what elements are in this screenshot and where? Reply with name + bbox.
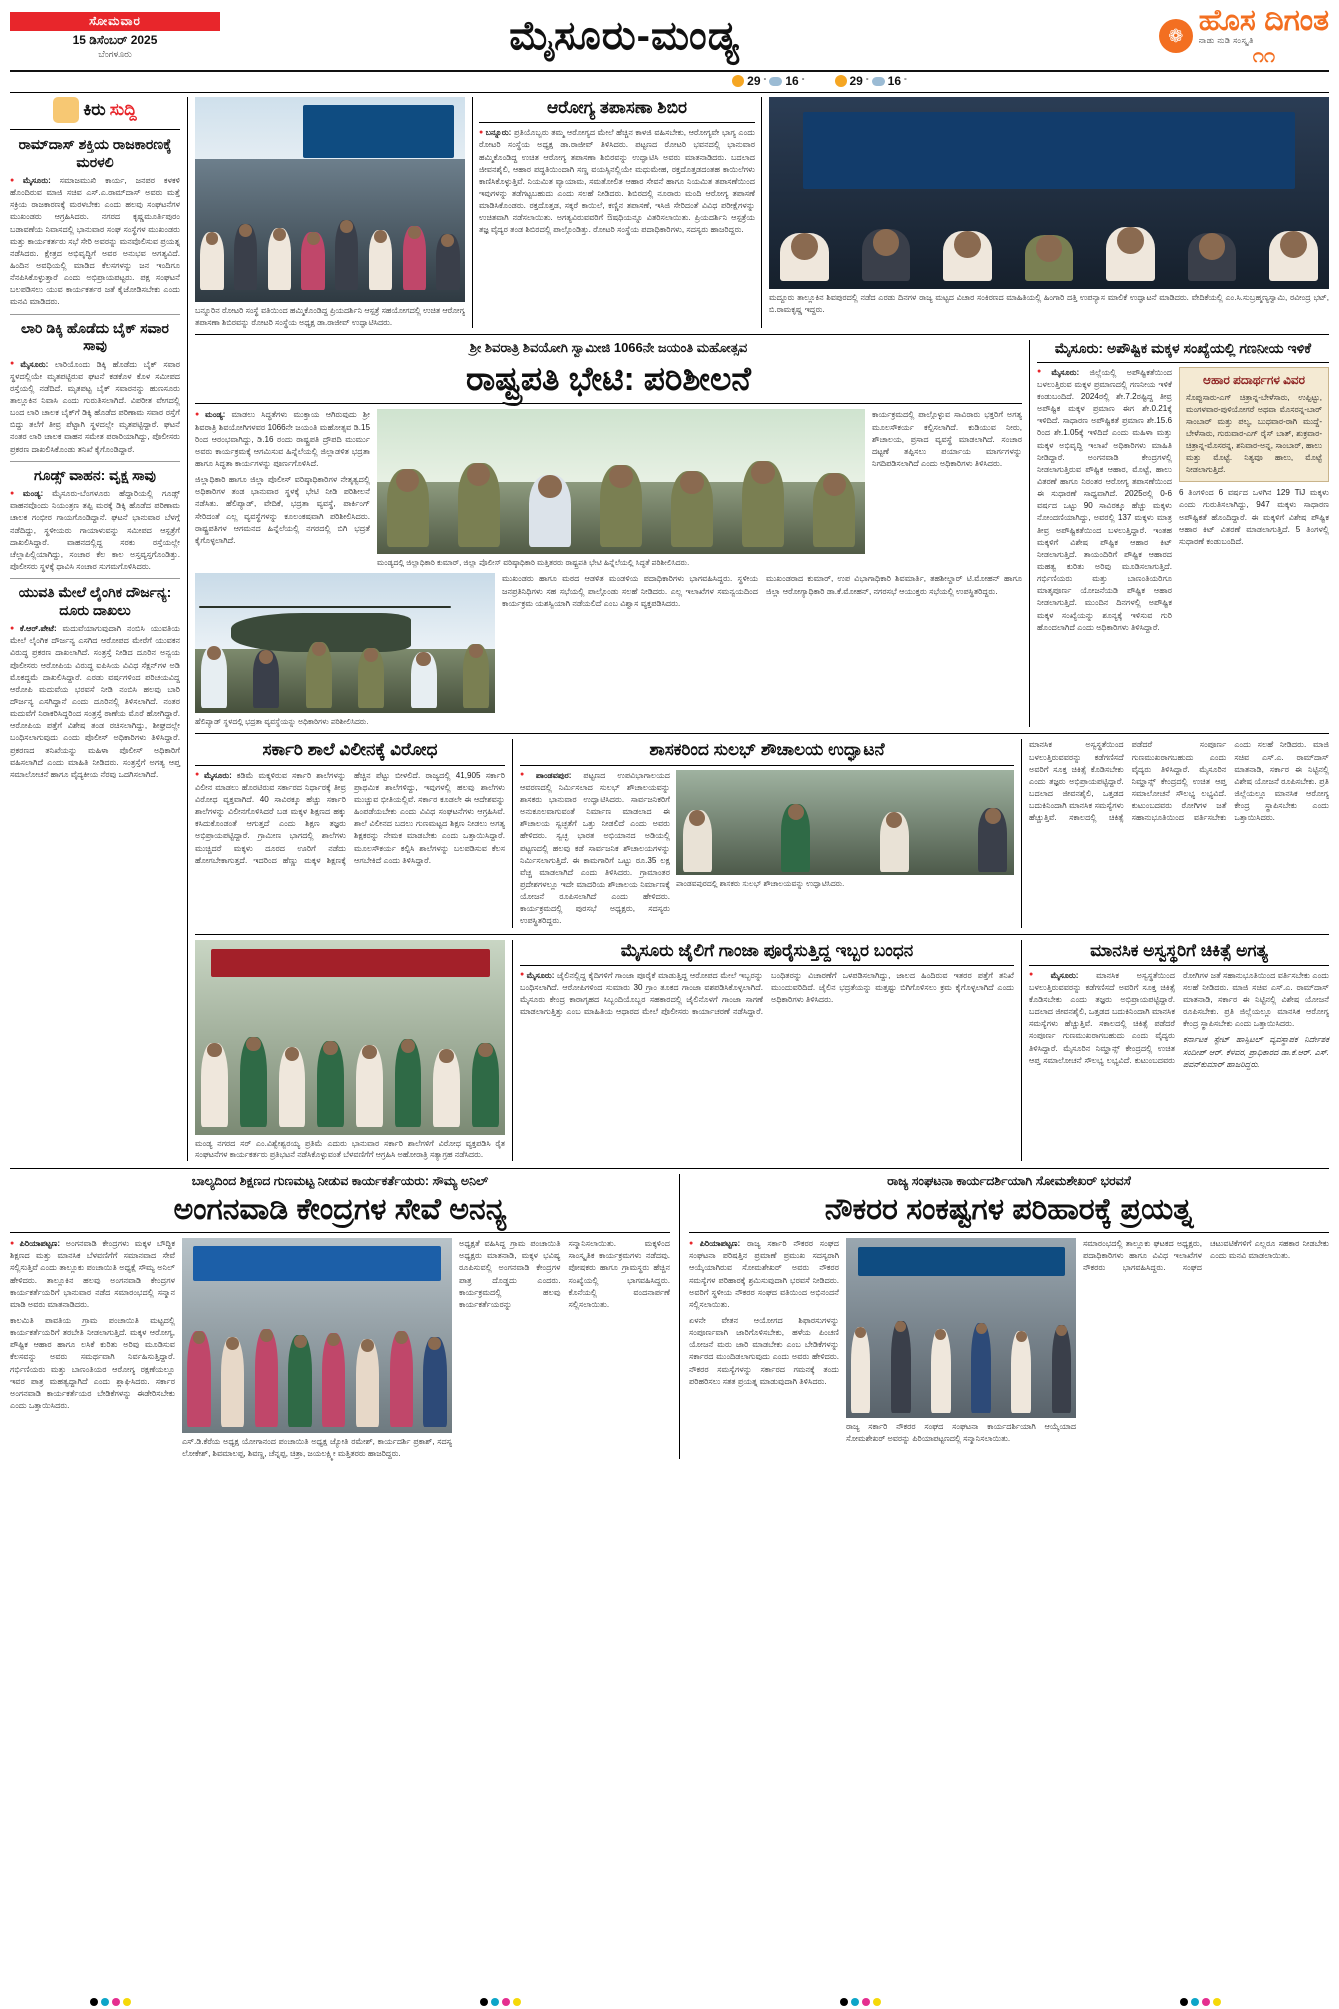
registration-dots-center-right <box>840 1998 881 2006</box>
photo-helipad <box>195 573 495 713</box>
article-body: ಕಡಿಮೆ ಮಕ್ಕಳಿರುವ ಸರ್ಕಾರಿ ಶಾಲೆಗಳನ್ನು ವಿಲೀನ ಮಾಡಲು ಹೊರಟಿರುವ ಸರ್ಕಾರದ ನಿರ್ಧಾರಕ್ಕೆ ತೀವ್ರ ವಿರೋಧ ವ್ಯಕ್ತವಾಗಿದೆ. 40 ಸಾವಿರಕ್ಕೂ ಹೆಚ್ಚು ಸರ್ಕಾರಿ ಶಾಲೆಗಳನ್ನು ವಿಲೀನಗೊಳಿಸಿದರೆ ಬಡ ಮಕ್ಕಳ ಶಿಕ್ಷಣದ ಹಕ್ಕು ಕಸಿದುಕೊಂಡಂತೆ ಆಗುತ್ತದೆ ಎಂದು ಶಿಕ್ಷಣ ತಜ್ಞರು ಅಭಿಪ್ರಾಯಪಟ್ಟಿದ್ದಾರೆ. ಗ್ರಾಮೀಣ ಭಾಗದಲ್ಲಿ ಶಾಲೆಗಳು ಮುಚ್ಚಿದರೆ ಮಕ್ಕಳು ದೂರದ ಊರಿಗೆ ನಡೆದು ಹೋಗಬೇಕಾಗುತ್ತದೆ. ಇದರಿಂದ ಹೆಣ್ಣು ಮಕ್ಕಳ ಶಿಕ್ಷಣಕ್ಕೆ ಹೆಚ್ಚಿನ ಪೆಟ್ಟು ಬೀಳಲಿದೆ. ರಾಜ್ಯದಲ್ಲಿ 41,905 ಸರ್ಕಾರಿ ಪ್ರಾಥಮಿಕ ಶಾಲೆಗಳಿದ್ದು, ಇವುಗಳಲ್ಲಿ ಹಲವು ಶಾಲೆಗಳು ಮುಚ್ಚುವ ಭೀತಿಯಲ್ಲಿವೆ. ಸರ್ಕಾರ ಕೂಡಲೇ ಈ ಆದೇಶವನ್ನು ಹಿಂಪಡೆಯಬೇಕು ಎಂದು ವಿವಿಧ ಸಂಘಟನೆಗಳು ಆಗ್ರಹಿಸಿವೆ. ಶಾಲೆ ವಿಲೀನದ ಬದಲು ಗುಣಮಟ್ಟದ ಶಿಕ್ಷಣ ನೀಡಲು ಅಗತ್ಯ ಶಿಕ್ಷಕರನ್ನು ನೇಮಕ ಮಾಡಬೇಕು ಎಂದು ಒತ್ತಾಯಿಸಿದ್ದಾರೆ. ಮೂಲಸೌಕರ್ಯ ಕಲ್ಪಿಸಿ ಶಾಲೆಗಳನ್ನು ಬಲಪಡಿಸುವ ಕೆಲಸ ಆಗಬೇಕಿದೆ ಎಂದು ತಿಳಿಸಿದ್ದಾರೆ. <box>195 770 505 865</box>
union-col-3 <box>1083 1238 1329 1444</box>
photo-toilet-inauguration <box>676 770 1014 875</box>
anganwadi-col-1 <box>10 1238 175 1459</box>
article-headline: ಮೈಸೂರು ಜೈಲಿಗೆ ಗಾಂಜಾ ಪೂರೈಸುತ್ತಿದ್ದ ಇಬ್ಬರ ಬಂಧನ <box>620 940 914 960</box>
article-headline: ನೌಕರರ ಸಂಕಷ್ಟಗಳ ಪರಿಹಾರಕ್ಕೆ ಪ್ರಯತ್ನ <box>824 1192 1194 1226</box>
article-place: ● ಮೈಸೂರು: <box>520 971 554 980</box>
toilet-article <box>512 739 1022 927</box>
sidebar-column <box>10 97 180 1161</box>
article-footer: ಕರ್ನಾಟಕ ಸ್ಟೇಟ್ ಹಾಸ್ಪಿಟಲ್ ವ್ಯವಸ್ಥಾಪಕ ನಿರ್ದೇಶಕ ಸಂದೀಪ್ ಆರ್. ಕೆಳವರ, ಪ್ರಾಧಿಕಾರದ ಡಾ.ಕೆ.ಆರ್. ಎಸ್. ಪವನ್‌ಕುಮಾರ್ ಹಾಜರಿದ್ದರು. <box>1183 1035 1329 1069</box>
article-kicker: ರಾಜ್ಯ ಸಂಘಟನಾ ಕಾರ್ಯದರ್ಶಿಯಾಗಿ ಸೋಮಶೇಖರ್ ಭರವಸೆ <box>887 1173 1131 1188</box>
lead-body-3: ಕಾರ್ಯಕ್ರಮದಲ್ಲಿ ಪಾಲ್ಗೊಳ್ಳುವ ಸಾವಿರಾರು ಭಕ್ತರಿಗೆ ಅಗತ್ಯ ಮೂಲಸೌಕರ್ಯ ಕಲ್ಪಿಸಲಾಗಿದೆ. ಕುಡಿಯುವ ನೀರು, ಶೌಚಾಲಯ, ಪ್ರಸಾದ ವ್ಯವಸ್ಥೆ ಮಾಡಲಾಗಿದೆ. ಸಂಚಾರ ದಟ್ಟಣೆ ತಪ್ಪಿಸಲು ಪರ್ಯಾಯ ಮಾರ್ಗಗಳನ್ನು ನಿಗದಿಪಡಿಸಲಾಗಿದೆ ಎಂದು ಅಧಿಕಾರಿಗಳು ತಿಳಿಸಿದರು. <box>872 410 1022 468</box>
sun-icon <box>835 75 847 87</box>
ganja-article <box>512 940 1022 1161</box>
article-headline: ಮೈಸೂರು: ಅಪೌಷ್ಟಿಕ ಮಕ್ಕಳ ಸಂಖ್ಯೆಯಲ್ಲಿ ಗಣನೀಯ ಇಳಿಕೆ <box>1054 340 1312 357</box>
mental-health-article <box>1029 739 1329 927</box>
health-camp-article <box>472 97 762 328</box>
article-body: ಜೈಲಿನಲ್ಲಿದ್ದ ಕೈದಿಗಳಿಗೆ ಗಾಂಜಾ ಪೂರೈಕೆ ಮಾಡುತ್ತಿದ್ದ ಆರೋಪದ ಮೇಲೆ ಇಬ್ಬರನ್ನು ಬಂಧಿಸಲಾಗಿದೆ. ಆರೋಪಿಗಳಿಂದ ಸುಮಾರು 30 ಗ್ರಾಂ ತೂಕದ ಗಾಂಜಾ ವಶಪಡಿಸಿಕೊಳ್ಳಲಾಗಿದೆ. ಮೈಸೂರು ಕೇಂದ್ರ ಕಾರಾಗೃಹದ ಸಿಬ್ಬಂದಿಯೊಬ್ಬರ ಸಹಕಾರದಲ್ಲಿ ಜೈಲಿನೊಳಗೆ ಗಾಂಜಾ ಸಾಗಣೆ ಮಾಡಲಾಗುತ್ತಿತ್ತು ಎಂಬ ಮಾಹಿತಿಯ ಆಧಾರದ ಮೇಲೆ ಪೊಲೀಸರು ಕಾರ್ಯಾಚರಣೆ ನಡೆಸಿದ್ದಾರೆ. ಬಂಧಿತರನ್ನು ವಿಚಾರಣೆಗೆ ಒಳಪಡಿಸಲಾಗಿದ್ದು, ಜಾಲದ ಹಿಂದಿರುವ ಇತರರ ಪತ್ತೆಗೆ ತನಿಖೆ ಮುಂದುವರಿದಿದೆ. ಜೈಲಿನ ಭದ್ರತೆಯನ್ನು ಮತ್ತಷ್ಟು ಬಿಗಿಗೊಳಿಸಲು ಕ್ರಮ ಕೈಗೊಳ್ಳಲಾಗಿದೆ ಎಂದು ಅಧಿಕಾರಿಗಳು ತಿಳಿಸಿದರು. <box>520 970 1014 1017</box>
article-body-3: ಸಮಾರಂಭದಲ್ಲಿ ತಾಲ್ಲೂಕು ಘಟಕದ ಅಧ್ಯಕ್ಷರು, ಪದಾಧಿಕಾರಿಗಳು ಹಾಗೂ ವಿವಿಧ ಇಲಾಖೆಗಳ ನೌಕರರು ಭಾಗವಹಿಸಿದ್ದರು. ಸಂಘದ ಚಟುವಟಿಕೆಗಳಿಗೆ ಎಲ್ಲರೂ ಸಹಕಾರ ನೀಡಬೇಕು ಎಂದು ಮನವಿ ಮಾಡಲಾಯಿತು. <box>1083 1239 1329 1273</box>
brief-place: ● ಮೈಸೂರು: <box>10 360 48 369</box>
lead-kicker: ಶ್ರೀ ಶಿವರಾತ್ರಿ ಶಿವಯೋಗಿ ಸ್ವಾಮೀಜಿ 1066ನೇ ಜಯಂತಿ ಮಹೋತ್ಸವ <box>469 340 748 356</box>
lead-col-4 <box>502 573 1022 727</box>
anganwadi-article <box>10 1174 670 1460</box>
masthead-place: ಬೆಂಗಳೂರು <box>98 49 132 59</box>
main-column <box>187 97 1329 1161</box>
lead-photo-block <box>377 409 865 568</box>
brief-place: ● ಮಂಡ್ಯ: <box>10 489 43 498</box>
top-row <box>195 97 1329 328</box>
anganwadi-col-3 <box>459 1238 670 1459</box>
edition-title: ಮೈಸೂರು-ಮಂಡ್ಯ <box>509 14 740 58</box>
article-place: ● ಮೈಸೂರು: <box>1029 971 1078 980</box>
article-headline: ಆರೋಗ್ಯ ತಪಾಸಣಾ ಶಿಬಿರ <box>547 98 687 117</box>
masthead-day: ಸೋಮವಾರ <box>10 12 220 31</box>
article-headline: ಮಾನಸಿಕ ಅಸ್ವಸ್ಥರಿಗೆ ಚಿಕಿತ್ಸೆ ಅಗತ್ಯ <box>1090 940 1268 960</box>
weather-item-1: 29 ° 16 ° <box>732 74 804 88</box>
lead-body-4: ಮುಖಂಡರು ಹಾಗೂ ಮಠದ ಆಡಳಿತ ಮಂಡಳಿಯ ಪದಾಧಿಕಾರಿಗಳು ಭಾಗವಹಿಸಿದ್ದರು. ಸ್ಥಳೀಯ ಜನಪ್ರತಿನಿಧಿಗಳು ಸಹ ಸಭೆಯಲ್ಲಿ ಪಾಲ್ಗೊಂಡು ಸಲಹೆ ನೀಡಿದರು. ಎಲ್ಲ ಇಲಾಖೆಗಳ ಸಮನ್ವಯದಿಂದ ಕಾರ್ಯಕ್ರಮ ಯಶಸ್ವಿಯಾಗಿ ನಡೆಯಲಿದೆ ಎಂಬ ವಿಶ್ವಾಸ ವ್ಯಕ್ತಪಡಿಸಿದರು. <box>502 574 758 608</box>
lead-row <box>195 340 1329 727</box>
cloud-icon <box>872 77 885 86</box>
protest-photo-block <box>195 940 505 1161</box>
article-headline: ಸರ್ಕಾರಿ ಶಾಲೆ ವಿಲೀನಕ್ಕೆ ವಿರೋಧ <box>262 740 438 760</box>
photo-caption: ಮಂಡ್ಯ ನಗರದ ಸರ್ ಎಂ.ವಿಶ್ವೇಶ್ವರಯ್ಯ ಪ್ರತಿಮೆ ಎದುರು ಭಾನುವಾರ ಸರ್ಕಾರಿ ಶಾಲೆಗಳಿಗೆ ವಿರೋಧ ವ್ಯಕ್ತಪಡಿಸಿ ರೈತ ಸಂಘಟನೆಗಳ ಕಾರ್ಯಕರ್ತರು ಪ್ರತಿಭಟನೆ ನಡೆಸಿಕೊಳ್ಳುವಂತೆ ಬೆಳವಣಿಗೆಗೆ ಆಗ್ರಹಿಸಿ ಅಹೋರಾತ್ರಿ ಸತ್ಯಾಗ್ರಹ ನಡೆಸಿದರು. <box>195 1138 505 1160</box>
photo-caption: ರಾಜ್ಯ ಸರ್ಕಾರಿ ನೌಕರರ ಸಂಘದ ಸಂಘಟನಾ ಕಾರ್ಯದರ್ಶಿಯಾಗಿ ಆಯ್ಕೆಯಾದ ಸೋಮಶೇಖರ್ ಅವರನ್ನು ಪಿರಿಯಾಪಟ್ಟಣದಲ್ಲಿ ಸನ್ಮಾನಿಸಲಾಯಿತು. <box>846 1422 1076 1443</box>
article-body-preview: ಮಾನಸಿಕ ಅಸ್ವಸ್ಥತೆಯಿಂದ ಬಳಲುತ್ತಿರುವವರನ್ನು ಕಡೆಗಣಿಸದೆ ಅವರಿಗೆ ಸೂಕ್ತ ಚಿಕಿತ್ಸೆ ಕೊಡಿಸಬೇಕು ಎಂದು ತಜ್ಞರು ಅಭಿಪ್ರಾಯಪಟ್ಟಿದ್ದಾರೆ. ಬದಲಾದ ಜೀವನಶೈಲಿ, ಒತ್ತಡದ ಬದುಕಿನಿಂದಾಗಿ ಮಾನಸಿಕ ಸಮಸ್ಯೆಗಳು ಹೆಚ್ಚುತ್ತಿವೆ. ಸಕಾಲದಲ್ಲಿ ಚಿಕಿತ್ಸೆ ಪಡೆದರೆ ಸಂಪೂರ್ಣ ಗುಣಮುಖರಾಗಬಹುದು ಎಂದು ವೈದ್ಯರು ತಿಳಿಸಿದ್ದಾರೆ. ಮೈಸೂರಿನ ನಿಮ್ಹಾನ್ಸ್ ಕೇಂದ್ರದಲ್ಲಿ ಉಚಿತ ಆಪ್ತ ಸಮಾಲೋಚನೆ ಸೌಲಭ್ಯ ಲಭ್ಯವಿದೆ. ಕುಟುಂಬದವರು ರೋಗಿಗಳ ಜತೆ ಸಹಾನುಭೂತಿಯಿಂದ ವರ್ತಿಸಬೇಕು ಎಂದು ಸಲಹೆ ನೀಡಿದರು. ಮಾಜಿ ಸಚಿವ ಎಸ್.ಎ. ರಾಮ್‌ದಾಸ್ ಮಾತನಾಡಿ, ಸರ್ಕಾರ ಈ ನಿಟ್ಟಿನಲ್ಲಿ ವಿಶೇಷ ಯೋಜನೆ ರೂಪಿಸಬೇಕು. ಪ್ರತಿ ಜಿಲ್ಲೆಯಲ್ಲೂ ಮಾನಸಿಕ ಆರೋಗ್ಯ ಕೇಂದ್ರ ಸ್ಥಾಪಿಸಬೇಕು ಎಂದು ಒತ್ತಾಯಿಸಿದರು. <box>1029 740 1329 823</box>
weather-low-1: 16 <box>785 74 799 88</box>
article-body: ಪ್ರತಿಯೊಬ್ಬರು ತಮ್ಮ ಆರೋಗ್ಯದ ಮೇಲೆ ಹೆಚ್ಚಿನ ಕಾಳಜಿ ವಹಿಸಬೇಕು, ಆರೋಗ್ಯವೇ ಭಾಗ್ಯ ಎಂದು ರೋಟರಿ ಸಂಸ್ಥೆಯ ಅಧ್ಯಕ್ಷ ಡಾ.ರಾಜೀವ್ ತಿಳಿಸಿದರು. ಪಟ್ಟಣದ ರೋಟರಿ ಭವನದಲ್ಲಿ ಭಾನುವಾರ ಹಮ್ಮಿಕೊಂಡಿದ್ದ ಉಚಿತ ಆರೋಗ್ಯ ತಪಾಸಣಾ ಶಿಬಿರವನ್ನು ಉದ್ಘಾಟಿಸಿ ಅವರು ಮಾತನಾಡಿದರು. ಬದಲಾದ ಜೀವನಶೈಲಿ, ಆಹಾರ ಪದ್ಧತಿಯಿಂದಾಗಿ ಸಣ್ಣ ವಯಸ್ಸಿನಲ್ಲಿಯೇ ಮಧುಮೇಹ, ರಕ್ತದೊತ್ತಡದಂತಹ ಕಾಯಿಲೆಗಳು ಕಾಣಿಸಿಕೊಳ್ಳುತ್ತಿವೆ. ನಿಯಮಿತ ವ್ಯಾಯಾಮ, ಸಮತೋಲಿತ ಆಹಾರ ಸೇವನೆ ಹಾಗೂ ನಿಯಮಿತ ತಪಾಸಣೆಯಿಂದ ಇವುಗಳನ್ನು ತಡೆಗಟ್ಟಬಹುದು ಎಂದು ಸಲಹೆ ನೀಡಿದರು. ಶಿಬಿರದಲ್ಲಿ ನೂರಾರು ಮಂದಿ ಆರೋಗ್ಯ ತಪಾಸಣೆ ಮಾಡಿಸಿಕೊಂಡರು. ರಕ್ತದೊತ್ತಡ, ಸಕ್ಕರೆ ಕಾಯಿಲೆ, ಕಣ್ಣಿನ ತಪಾಸಣೆ, ಇಸಿಜಿ ಸೇರಿದಂತೆ ವಿವಿಧ ಪರೀಕ್ಷೆಗಳನ್ನು ಉಚಿತವಾಗಿ ನಡೆಸಲಾಯಿತು. ಅಗತ್ಯವಿರುವವರಿಗೆ ಔಷಧಿಯನ್ನೂ ವಿತರಿಸಲಾಯಿತು. ಪ್ರಿಯದರ್ಶಿನಿ ಆಸ್ಪತ್ರೆಯ ತಜ್ಞ ವೈದ್ಯರ ತಂಡ ಶಿಬಿರದಲ್ಲಿ ಪಾಲ್ಗೊಂಡಿತ್ತು. ರೋಟರಿ ಸಂಸ್ಥೆಯ ಪದಾಧಿಕಾರಿಗಳು, ಸದಸ್ಯರು ಹಾಜರಿದ್ದರು. <box>479 128 755 235</box>
brief-headline: ಯುವತಿ ಮೇಲೆ ಲೈಂಗಿಕ ದೌರ್ಜನ್ಯ: ದೂರು ದಾಖಲು <box>18 584 172 618</box>
article-body-1: ರಾಜ್ಯ ಸರ್ಕಾರಿ ನೌಕರರ ಸಂಘದ ಸಂಘಟನಾ ಪರಿಷತ್ತಿನ ಪ್ರಮಾಣೆ ಪ್ರಮುಖ ಸದಸ್ಯರಾಗಿ ಆಯ್ಕೆಯಾಗಿರುವ ಸೋಮಶೇಖರ್ ಅವರು ನೌಕರರ ಸಮಸ್ಯೆಗಳ ಪರಿಹಾರಕ್ಕೆ ಶ್ರಮಿಸುವುದಾಗಿ ಭರವಸೆ ನೀಡಿದರು. ಅವರಿಗೆ ಸ್ಥಳೀಯ ನೌಕರರ ಸಂಘದ ವತಿಯಿಂದ ಅಭಿನಂದನೆ ಸಲ್ಲಿಸಲಾಯಿತು. <box>689 1239 839 1309</box>
photo-caption: ಮಂಡ್ಯದಲ್ಲಿ ಜಿಲ್ಲಾಧಿಕಾರಿ ಕುಮಾರ್, ಜಿಲ್ಲಾ ಪೊಲೀಸ್ ವರಿಷ್ಠಾಧಿಕಾರಿ ಮತ್ತಿತರರು ರಾಷ್ಟ್ರಪತಿ ಭೇಟಿ ಹಿನ್ನೆಲೆಯಲ್ಲಿ ಸಿದ್ಧತೆ ಪರಿಶೀಲಿಸಿದರು. <box>377 558 690 568</box>
masthead-date: 15 ಡಿಸೆಂಬರ್ 2025 <box>72 33 158 47</box>
registration-dots-right <box>1180 1998 1221 2006</box>
anganwadi-photo-block <box>182 1238 452 1459</box>
article-body-2: ಕಾಲಮಿತಿ ಪಾವತಿಯ ಗ್ರಾಮ ಪಂಚಾಯಿತಿ ಮಟ್ಟದಲ್ಲಿ ಕಾರ್ಯಕರ್ತೆಯರಿಗೆ ತರಬೇತಿ ನೀಡಲಾಗುತ್ತಿದೆ. ಮಕ್ಕಳ ಆರೋಗ್ಯ, ಪೌಷ್ಟಿಕ ಆಹಾರ ಹಾಗೂ ಲಸಿಕೆ ಕುರಿತು ಅರಿವು ಮೂಡಿಸುವ ಕೆಲಸವನ್ನು ಅವರು ಸಮರ್ಥವಾಗಿ ನಿರ್ವಹಿಸುತ್ತಿದ್ದಾರೆ. ಗರ್ಭಿಣಿಯರು ಮತ್ತು ಬಾಣಂತಿಯರ ಆರೋಗ್ಯ ರಕ್ಷಣೆಯಲ್ಲೂ ಇವರ ಪಾತ್ರ ಮಹತ್ವದ್ದಾಗಿದೆ ಎಂದು ಶ್ಲಾಘಿಸಿದರು. ಸರ್ಕಾರ ಅಂಗನವಾಡಿ ಕಾರ್ಯಕರ್ತೆಯರ ಬೇಡಿಕೆಗಳನ್ನು ಈಡೇರಿಸಬೇಕು ಎಂದು ಒತ್ತಾಯಿಸಿದರು. <box>10 1316 175 1411</box>
brief-body: ಮದುವೆಯಾಗುವುದಾಗಿ ನಂಬಿಸಿ ಯುವತಿಯ ಮೇಲೆ ಲೈಂಗಿಕ ದೌರ್ಜನ್ಯ ಎಸಗಿದ ಆರೋಪದ ಮೇರೆಗೆ ಯುವಕನ ವಿರುದ್ಧ ಪ್ರಕರಣ ದಾಖಲಾಗಿದೆ. ಸಂತ್ರಸ್ತೆ ನೀಡಿದ ದೂರಿನ ಅನ್ವಯ ಪೊಲೀಸರು ಆರೋಪಿಯ ವಿರುದ್ಧ ಐಪಿಸಿಯ ವಿವಿಧ ಸೆಕ್ಷನ್‌ಗಳ ಅಡಿ ಮೊಕದ್ದಮೆ ದಾಖಲಿಸಿದ್ದಾರೆ. ಎರಡು ವರ್ಷಗಳಿಂದ ಪರಿಚಯವಿದ್ದ ಆರೋಪಿ ಮದುವೆಯ ಭರವಸೆ ನೀಡಿ ನಂಬಿಸಿ ಹಲವು ಬಾರಿ ದೌರ್ಜನ್ಯ ಎಸಗಿದ್ದಾನೆ ಎಂದು ದೂರಿನಲ್ಲಿ ತಿಳಿಸಲಾಗಿದೆ. ನಂತರ ಮದುವೆಗೆ ನಿರಾಕರಿಸಿದ್ದರಿಂದ ಸಂತ್ರಸ್ತೆ ಠಾಣೆಯ ಮೊರೆ ಹೋಗಿದ್ದಾರೆ. ಆರೋಪಿಯ ಪತ್ತೆಗೆ ವಿಶೇಷ ತಂಡ ರಚಿಸಲಾಗಿದ್ದು, ಶೀಘ್ರದಲ್ಲೇ ಬಂಧಿಸಲಾಗುವುದು ಎಂದು ಪೊಲೀಸ್ ಅಧಿಕಾರಿಗಳು ತಿಳಿಸಿದ್ದಾರೆ. ಪ್ರಕರಣದ ತನಿಖೆಯನ್ನು ಮಹಿಳಾ ಪೊಲೀಸ್ ಅಧಿಕಾರಿಗೆ ವಹಿಸಲಾಗಿದೆ ಎಂದು ಮಾಹಿತಿ ನೀಡಿದರು. ಸಂತ್ರಸ್ತೆಗೆ ಅಗತ್ಯ ಆಪ್ತ ಸಮಾಲೋಚನೆ ಹಾಗೂ ವೈದ್ಯಕೀಯ ನೆರವು ಒದಗಿಸಲಾಗಿದೆ. <box>10 624 180 779</box>
pointing-hand-icon <box>53 97 79 123</box>
malnutrition-article <box>1029 340 1329 727</box>
lead-col-1 <box>195 409 370 568</box>
mental-health-full <box>1029 940 1329 1161</box>
article-place: ● ಮೈಸೂರು: <box>195 771 232 780</box>
school-merge-article <box>195 739 505 927</box>
cloud-icon <box>769 77 782 86</box>
lead-place: ● ಮಂಡ್ಯ: <box>195 410 225 419</box>
food-sidebox <box>1179 367 1329 634</box>
brief-item-1 <box>10 136 180 309</box>
photo-caption: ಹೆಲಿಪ್ಯಾಡ್ ಸ್ಥಳದಲ್ಲಿ ಭದ್ರತಾ ವ್ಯವಸ್ಥೆಯನ್ನು ಅಧಿಕಾರಿಗಳು ಪರಿಶೀಲಿಸಿದರು. <box>195 717 369 727</box>
weather-high-2: 29 <box>849 74 863 88</box>
article-place: ● ಮೈಸೂರು: <box>1037 368 1079 377</box>
bottom-row <box>10 1174 1329 1460</box>
sidebox-body: ಸೊಪ್ಪುಸಾರು-ಎಗ್ ಚಿತ್ರಾನ್ನ-ಬೇಳೆಸಾರು, ಉಪ್ಪಿಟ್ಟು, ಮಂಗಳವಾರ-ಪುಳಿಯೋಗರೆ ಅಥವಾ ಮೊಸರನ್ನ-ಬಾರ್ ಸಾಂಬಾರ್ ಮತ್ತು ಪಲ್ಯ, ಬುಧವಾರ-ರಾಗಿ ಮುದ್ದೆ-ಬೇಳೆಸಾರು, ಗುರುವಾರ-ಎಗ್ ರೈಸ್ ಬಾತ್, ಶುಕ್ರವಾರ-ಚಿತ್ರಾನ್ನ-ಮೊಸರನ್ನ, ಶನಿವಾರ-ಅನ್ನ, ಸಾಂಬಾರ್, ಹಾಲು ಮತ್ತು ಮೊಟ್ಟೆ. ನಿತ್ಯವೂ ಹಾಲು, ಮೊಟ್ಟೆ ನೀಡಲಾಗುತ್ತಿದೆ. <box>1186 393 1322 475</box>
brief-place: ● ಮೈಸೂರು: <box>10 176 51 185</box>
sun-icon <box>732 75 744 87</box>
union-photo-block <box>846 1238 1076 1444</box>
weather-strip <box>310 74 1329 88</box>
article-place: ● ಬನ್ನೂರು: <box>479 128 511 137</box>
lead-officials: ಮುಖಂಡರಾದ ಕುಮಾರ್, ಉಪ ವಿಭಾಗಾಧಿಕಾರಿ ಶಿವಮಾರ್ತಿ, ತಹಶೀಲ್ದಾರ್ ಟಿ.ಮೋಹನ್ ಹಾಗೂ ಜಿಲ್ಲಾ ಆರೋಗ್ಯಾಧಿಕಾರಿ ಡಾ.ಕೆ.ಮೋಹನ್, ನಗರಸಭೆ ಆಯುಕ್ತರು ಸಭೆಯಲ್ಲಿ ಉಪಸ್ಥಿತರಿದ್ದರು. <box>766 574 1022 596</box>
brief-body: ಲಾರಿಯೊಂದು ಡಿಕ್ಕಿ ಹೊಡೆದು ಬೈಕ್ ಸವಾರ ಸ್ಥಳದಲ್ಲಿಯೇ ಮೃತಪಟ್ಟಿರುವ ಘಟನೆ ಕಡಕೊಳ ಕೊಳ ಸಮೀಪದ ರಸ್ತೆಯಲ್ಲಿ ನಡೆದಿದೆ. ಮೃತಪಟ್ಟ ಬೈಕ್ ಸವಾರನನ್ನು ಹುಣಸೂರು ತಾಲ್ಲೂಕಿನ ನಿವಾಸಿ ಎಂದು ಗುರುತಿಸಲಾಗಿದೆ. ವಿಪರೀತ ವೇಗದಲ್ಲಿ ಬಂದ ಲಾರಿ ಚಾಲಕ ಬೈಕ್‌ಗೆ ಡಿಕ್ಕಿ ಹೊಡೆದ ಪರಿಣಾಮ ಸವಾರ ರಸ್ತೆಗೆ ಬಿದ್ದು ತಲೆಗೆ ತೀವ್ರ ಪೆಟ್ಟಾಗಿ ಸ್ಥಳದಲ್ಲೇ ಮೃತಪಟ್ಟಿದ್ದಾರೆ. ಘಟನೆ ನಂತರ ಲಾರಿ ಚಾಲಕ ವಾಹನ ಸಮೇತ ಪರಾರಿಯಾಗಿದ್ದು, ಪೊಲೀಸರು ಪ್ರಕರಣ ದಾಖಲಿಸಿಕೊಂಡು ತನಿಖೆ ಕೈಗೊಂಡಿದ್ದಾರೆ. <box>10 359 180 454</box>
brief-body: ಮೈಸೂರು-ಬೆಂಗಳೂರು ಹೆದ್ದಾರಿಯಲ್ಲಿ ಗೂಡ್ಸ್ ವಾಹನವೊಂದು ನಿಯಂತ್ರಣ ತಪ್ಪಿ ಮರಕ್ಕೆ ಡಿಕ್ಕಿ ಹೊಡೆದ ಪರಿಣಾಮ ಚಾಲಕ ಗಂಭೀರ ಗಾಯಗೊಂಡಿದ್ದಾನೆ. ಘಟನೆ ಭಾನುವಾರ ಬೆಳಗ್ಗೆ ನಡೆದಿದ್ದು, ಸ್ಥಳೀಯರು ಗಾಯಾಳುವನ್ನು ಸಮೀಪದ ಆಸ್ಪತ್ರೆಗೆ ದಾಖಲಿಸಿದ್ದಾರೆ. ವಾಹನದಲ್ಲಿದ್ದ ಸರಕು ರಸ್ತೆಯಲ್ಲೇ ಚೆಲ್ಲಾಪಿಲ್ಲಿಯಾಗಿದ್ದು, ಸಂಚಾರ ಕೆಲ ಕಾಲ ಅಸ್ತವ್ಯಸ್ತಗೊಂಡಿತ್ತು. ಪೊಲೀಸರು ಸ್ಥಳಕ್ಕೆ ಧಾವಿಸಿ ಸಂಚಾರ ಸುಗಮಗೊಳಿಸಿದರು. <box>10 489 181 572</box>
weather-high-1: 29 <box>747 74 761 88</box>
brief-place: ● ಕೆ.ಆರ್.ಪೇಟೆ: <box>10 624 57 633</box>
article-body: ಜಿಲ್ಲೆಯಲ್ಲಿ ಅಪೌಷ್ಟಿಕತೆಯಿಂದ ಬಳಲುತ್ತಿರುವ ಮಕ್ಕಳ ಪ್ರಮಾಣದಲ್ಲಿ ಗಣನೀಯ ಇಳಿಕೆ ಕಂಡುಬಂದಿದೆ. 2024ರಲ್ಲಿ ಶೇ.7.2ರಷ್ಟಿದ್ದ ತೀವ್ರ ಅಪೌಷ್ಟಿಕ ಮಕ್ಕಳ ಪ್ರಮಾಣ ಈಗ ಶೇ.0.21ಕ್ಕೆ ಇಳಿದಿದೆ. ಸಾಧಾರಣ ಅಪೌಷ್ಟಿಕತೆ ಪ್ರಮಾಣ ಶೇ.15.6 ರಿಂದ ಶೇ.1.05ಕ್ಕೆ ಇಳಿದಿದೆ ಎಂದು ಮಹಿಳಾ ಮತ್ತು ಮಕ್ಕಳ ಅಭಿವೃದ್ಧಿ ಇಲಾಖೆ ಅಧಿಕಾರಿಗಳು ಮಾಹಿತಿ ನೀಡಿದ್ದಾರೆ. ಅಂಗನವಾಡಿ ಕೇಂದ್ರಗಳಲ್ಲಿ ನೀಡಲಾಗುತ್ತಿರುವ ಪೌಷ್ಟಿಕ ಆಹಾರ, ಮೊಟ್ಟೆ, ಹಾಲು ವಿತರಣೆ ಹಾಗೂ ನಿರಂತರ ಆರೋಗ್ಯ ತಪಾಸಣೆಯಿಂದ ಈ ಸುಧಾರಣೆ ಸಾಧ್ಯವಾಗಿದೆ. 2025ರಲ್ಲಿ 0-6 ವರ್ಷದ ಒಟ್ಟು 90 ಸಾವಿರಕ್ಕೂ ಹೆಚ್ಚು ಮಕ್ಕಳು ನೋಂದಣಿಯಾಗಿದ್ದು, ಅವರಲ್ಲಿ 137 ಮಕ್ಕಳು ಮಾತ್ರ ತೀವ್ರ ಅಪೌಷ್ಟಿಕತೆಯಿಂದ ಬಳಲುತ್ತಿದ್ದಾರೆ. ಇಂತಹ ಮಕ್ಕಳಿಗೆ ವಿಶೇಷ ಪೌಷ್ಟಿಕ ಆಹಾರ ಕಿಟ್ ನೀಡಲಾಗುತ್ತಿದೆ. ತಾಯಂದಿರಿಗೆ ಪೌಷ್ಟಿಕ ಆಹಾರದ ಮಹತ್ವ ಕುರಿತು ಅರಿವು ಮೂಡಿಸಲಾಗುತ್ತಿದೆ. ಗರ್ಭಿಣಿಯರು ಮತ್ತು ಬಾಣಂತಿಯರಿಗೂ ಮಾತೃಪೂರ್ಣ ಯೋಜನೆಯಡಿ ಪೌಷ್ಟಿಕ ಆಹಾರ ನೀಡಲಾಗುತ್ತಿದೆ. ಮುಂದಿನ ದಿನಗಳಲ್ಲಿ ಅಪೌಷ್ಟಿಕ ಮಕ್ಕಳ ಸಂಖ್ಯೆಯನ್ನು ಶೂನ್ಯಕ್ಕೆ ಇಳಿಸುವ ಗುರಿ ಹೊಂದಲಾಗಿದೆ ಎಂದು ಅಧಿಕಾರಿಗಳು ತಿಳಿಸಿದ್ದಾರೆ. <box>1037 367 1173 632</box>
photo-anganwadi-felicitation <box>182 1238 452 1433</box>
registration-dots-left <box>90 1998 131 2006</box>
lead-story <box>195 340 1022 727</box>
lead-headline: ರಾಷ್ಟ್ರಪತಿ ಭೇಟಿ: ಪರಿಶೀಲನೆ <box>465 360 751 398</box>
brief-headline: ಲಾರಿ ಡಿಕ್ಕಿ ಹೊಡೆದು ಬೈಕ್ ಸವಾರ ಸಾವು <box>21 319 169 354</box>
sidebox-footer: 6 ತಿಂಗಳಿಂದ 6 ವರ್ಷದ ಒಳಗಿನ 129 TiJ ಮಕ್ಕಳು ಎಂದು ಗುರುತಿಸಲಾಗಿದ್ದು, 947 ಮಕ್ಕಳು ಸಾಧಾರಣ ಅಪೌಷ್ಟಿಕತೆ ಹೊಂದಿದ್ದಾರೆ. ಈ ಮಕ್ಕಳಿಗೆ ವಿಶೇಷ ಪೌಷ್ಟಿಕ ಆಹಾರ ಕಿಟ್ ವಿತರಣೆ ಮಾಡಲಾಗುತ್ತಿದೆ. 5 ತಿಂಗಳಲ್ಲಿ ಸುಧಾರಣೆ ಕಂಡುಬಂದಿದೆ. <box>1179 488 1329 546</box>
photo-officials-inspection <box>377 409 865 554</box>
article-body-3: ಅಧ್ಯಕ್ಷತೆ ವಹಿಸಿದ್ದ ಗ್ರಾಮ ಪಂಚಾಯಿತಿ ಅಧ್ಯಕ್ಷರು ಮಾತನಾಡಿ, ಮಕ್ಕಳ ಭವಿಷ್ಯ ರೂಪಿಸುವಲ್ಲಿ ಅಂಗನವಾಡಿ ಕೇಂದ್ರಗಳ ಪಾತ್ರ ದೊಡ್ಡದು ಎಂದರು. ಕಾರ್ಯಕ್ರಮದಲ್ಲಿ ಹಲವು ಕಾರ್ಯಕರ್ತೆಯರನ್ನು ಸನ್ಮಾನಿಸಲಾಯಿತು. ಮಕ್ಕಳಿಂದ ಸಾಂಸ್ಕೃತಿಕ ಕಾರ್ಯಕ್ರಮಗಳು ನಡೆದವು. ಪೋಷಕರು ಹಾಗೂ ಗ್ರಾಮಸ್ಥರು ಹೆಚ್ಚಿನ ಸಂಖ್ಯೆಯಲ್ಲಿ ಭಾಗವಹಿಸಿದ್ದರು. ಕೊನೆಯಲ್ಲಿ ವಂದನಾರ್ಪಣೆ ಸಲ್ಲಿಸಲಾಯಿತು. <box>459 1239 670 1309</box>
registration-dots-center-left <box>480 1998 521 2006</box>
article-place: ● ಪಾಂಡವಪುರ: <box>520 771 571 780</box>
lead-col-3 <box>872 409 1022 568</box>
weather-low-2: 16 <box>887 74 902 88</box>
lead-body-2: ಜಿಲ್ಲಾಧಿಕಾರಿ ಹಾಗೂ ಜಿಲ್ಲಾ ಪೊಲೀಸ್ ವರಿಷ್ಠಾಧಿಕಾರಿಗಳ ನೇತೃತ್ವದಲ್ಲಿ ಅಧಿಕಾರಿಗಳ ತಂಡ ಭಾನುವಾರ ಸ್ಥಳಕ್ಕೆ ಭೇಟಿ ನೀಡಿ ಪರಿಶೀಲನೆ ನಡೆಸಿತು. ಹೆಲಿಪ್ಯಾಡ್, ವೇದಿಕೆ, ಭದ್ರತಾ ವ್ಯವಸ್ಥೆ, ಪಾರ್ಕಿಂಗ್ ಸೇರಿದಂತೆ ಎಲ್ಲ ವ್ಯವಸ್ಥೆಗಳನ್ನು ಕೂಲಂಕಷವಾಗಿ ಪರಿಶೀಲಿಸಿದರು. ರಾಷ್ಟ್ರಪತಿಗಳ ಆಗಮನದ ಹಿನ್ನೆಲೆಯಲ್ಲಿ ನಗರದಲ್ಲಿ ಬಿಗಿ ಭದ್ರತೆ ಕೈಗೊಳ್ಳಲಾಗಿದೆ. <box>195 475 370 545</box>
kirusuddi-label-a: ಕಿರು <box>83 100 106 119</box>
article-kicker: ಬಾಲ್ಯದಿಂದ ಶಿಕ್ಷಣದ ಗುಣಮಟ್ಟ ನೀಡುವ ಕಾರ್ಯಕರ್ತೆಯರು: ಸೌಮ್ಯ ಅನಿಲ್ <box>191 1173 489 1188</box>
masthead <box>10 6 1329 72</box>
photo-seminar-gandhi <box>769 97 1329 289</box>
union-col-1 <box>689 1238 839 1444</box>
top-photo-right-block <box>769 97 1329 328</box>
photo-union-felicitation <box>846 1238 1076 1418</box>
photo-caption: ಪಾಂಡವಪುರದಲ್ಲಿ ಶಾಸಕರು ಸುಲಭ್ ಶೌಚಾಲಯವನ್ನು ಉದ್ಘಾಟಿಸಿದರು. <box>676 878 845 888</box>
mid-row <box>195 739 1329 927</box>
masthead-edition-block <box>220 16 1029 56</box>
article-headline: ಶಾಸಕರಿಂದ ಸುಲಭ್ ಶೌಚಾಲಯ ಉದ್ಘಾಟನೆ <box>649 740 885 760</box>
article-body-1: ಅಂಗನವಾಡಿ ಕೇಂದ್ರಗಳು ಮಕ್ಕಳ ಬೌದ್ಧಿಕ ಶಿಕ್ಷಣದ ಮತ್ತು ಮಾನಸಿಕ ಬೆಳವಣಿಗೆಗೆ ಸಮಾನವಾದ ಸೇವೆ ಸಲ್ಲಿಸುತ್ತಿವೆ ಎಂದು ತಾಲ್ಲೂಕು ಪಂಚಾಯಿತಿ ಅಧ್ಯಕ್ಷೆ ಸೌಮ್ಯ ಅನಿಲ್ ಹೇಳಿದರು. ತಾಲ್ಲೂಕಿನ ಹಲವು ಅಂಗನವಾಡಿ ಕೇಂದ್ರಗಳ ಕಾರ್ಯಕರ್ತೆಯರಿಗೆ ಭಾನುವಾರ ನಡೆದ ಸಮಾರಂಭದಲ್ಲಿ ಸನ್ಮಾನ ಮಾಡಿ ಅವರು ಮಾತನಾಡಿದರು. <box>10 1239 175 1309</box>
article-headline: ಅಂಗನವಾಡಿ ಕೇಂದ್ರಗಳ ಸೇವೆ ಅನನ್ಯ <box>173 1192 507 1226</box>
kirusuddi-label-b: ಸುದ್ದಿ <box>109 100 137 119</box>
brand-tagline: ನಾಡು ನುಡಿ ಸಂಸ್ಕೃತಿ <box>1198 36 1254 45</box>
brief-item-3 <box>10 467 180 573</box>
masthead-brand-block <box>1029 6 1329 66</box>
photo-caption: ಬನ್ನೂರಿನ ರೋಟರಿ ಸಂಸ್ಥೆ ವತಿಯಿಂದ ಹಮ್ಮಿಕೊಂಡಿದ್ದ ಪ್ರಿಯದರ್ಶಿನಿ ಆಸ್ಪತ್ರೆ ಸಹಯೋಗದಲ್ಲಿ ಉಚಿತ ಆರೋಗ್ಯ ತಪಾಸಣಾ ಶಿಬಿರವನ್ನು ರೋಟರಿ ಸಂಸ್ಥೆಯ ಅಧ್ಯಕ್ಷ ಡಾ.ರಾಜೀವ್ ಉದ್ಘಾಟಿಸಿದರು. <box>195 306 465 327</box>
brief-body: ಸಮಾಜಮುಖಿ ಕಾರ್ಯ, ಜನಪರ ಕಳಕಳಿ ಹೊಂದಿರುವ ಮಾಜಿ ಸಚಿವ ಎಸ್.ಎ.ರಾಮ್‌ದಾಸ್ ಅವರು ಮತ್ತೆ ಸಕ್ರಿಯ ರಾಜಕಾರಣಕ್ಕೆ ಮರಳಬೇಕು ಎಂದು ಹಲವು ಸಂಘಟನೆಗಳ ಮುಖಂಡರು ಆಗ್ರಹಿಸಿದರು. ನಗರದ ಕೃಷ್ಣಮೂರ್ತಿಪುರಂ ಬಡಾವಣೆಯ ನಿವಾಸದಲ್ಲಿ ಭಾನುವಾರ ಸಂಘ ಸಂಸ್ಥೆಗಳ ಮುಖಂಡರು ಮತ್ತು ಕಾರ್ಯಕರ್ತರು ಸಭೆ ಸೇರಿ ಅವರನ್ನು ಮನವೊಲಿಸುವ ಪ್ರಯತ್ನ ನಡೆಸಿದರು. ಕ್ಷೇತ್ರದ ಅಭಿವೃದ್ಧಿಗೆ ಅವರ ಅನುಭವ ಅಗತ್ಯವಿದೆ. ಹಿಂದಿನ ಅವಧಿಯಲ್ಲಿ ಮಾಡಿದ ಕೆಲಸಗಳನ್ನು ಜನ ಇಂದಿಗೂ ನೆನಪಿಸಿಕೊಳ್ಳುತ್ತಾರೆ ಎಂದು ಅಭಿಪ್ರಾಯಪಟ್ಟರು. ಪಕ್ಷ ಸಂಘಟನೆ ಬಲಪಡಿಸಲು ಯುವ ಕಾರ್ಯಕರ್ತರ ಜತೆ ಕೈಜೋಡಿಸಬೇಕು ಎಂದು ಮನವಿ ಮಾಡಿದರು. <box>10 176 181 307</box>
lead-photo-2-block <box>195 573 495 727</box>
article-place: ● ಪಿರಿಯಾಪಟ್ಟಣ: <box>10 1239 60 1248</box>
lower-row <box>195 940 1329 1161</box>
brief-headline: ಗೂಡ್ಸ್ ವಾಹನ: ವೃಕ್ಷ ಸಾವು <box>34 466 156 483</box>
article-place: ● ಪಿರಿಯಾಪಟ್ಟಣ: <box>689 1239 740 1248</box>
photo-rotary-camp <box>195 97 465 302</box>
brand-logo-icon: ❁ <box>1159 19 1193 53</box>
brief-item-4 <box>10 584 180 781</box>
brief-headline: ರಾಮ್‌ದಾಸ್ ಶಕ್ತಿಯ ರಾಜಕಾರಣಕ್ಕೆ ಮರಳಲಿ <box>18 136 172 170</box>
article-body: ಪಟ್ಟಣದ ಉಪವಿಭಾಗಾಲಯದ ಆವರಣದಲ್ಲಿ ನಿರ್ಮಿಸಲಾದ ಸುಲಭ್ ಶೌಚಾಲಯವನ್ನು ಶಾಸಕರು ಭಾನುವಾರ ಉದ್ಘಾಟಿಸಿದರು. ಸಾರ್ವಜನಿಕರಿಗೆ ಅನುಕೂಲವಾಗುವಂತೆ ನಿರ್ಮಾಣ ಮಾಡಲಾದ ಈ ಶೌಚಾಲಯ ಸ್ವಚ್ಛತೆಗೆ ಒತ್ತು ನೀಡಲಿದೆ ಎಂದು ಅವರು ಹೇಳಿದರು. ಸ್ವಚ್ಛ ಭಾರತ ಅಭಿಯಾನದ ಅಡಿಯಲ್ಲಿ ಪಟ್ಟಣದಲ್ಲಿ ಹಲವು ಕಡೆ ಸಾರ್ವಜನಿಕ ಶೌಚಾಲಯಗಳನ್ನು ನಿರ್ಮಿಸಲಾಗುತ್ತಿದೆ. ಈ ಕಾಮಗಾರಿಗೆ ಒಟ್ಟು ರೂ.35 ಲಕ್ಷ ವೆಚ್ಚ ಮಾಡಲಾಗಿದೆ ಎಂದು ತಿಳಿಸಿದರು. ಗ್ರಾಮಾಂತರ ಪ್ರದೇಶಗಳಲ್ಲೂ ಇದೇ ಮಾದರಿಯ ಶೌಚಾಲಯ ನಿರ್ಮಾಣಕ್ಕೆ ಯೋಜನೆ ರೂಪಿಸಲಾಗಿದೆ ಎಂದು ಹೇಳಿದರು. ಕಾರ್ಯಕ್ರಮದಲ್ಲಿ ಪುರಸಭೆ ಅಧ್ಯಕ್ಷರು, ಸದಸ್ಯರು ಉಪಸ್ಥಿತರಿದ್ದರು. <box>520 770 670 926</box>
article-body: ಮಾನಸಿಕ ಅಸ್ವಸ್ಥತೆಯಿಂದ ಬಳಲುತ್ತಿರುವವರನ್ನು ಕಡೆಗಣಿಸದೆ ಅವರಿಗೆ ಸೂಕ್ತ ಚಿಕಿತ್ಸೆ ಕೊಡಿಸಬೇಕು ಎಂದು ತಜ್ಞರು ಅಭಿಪ್ರಾಯಪಟ್ಟಿದ್ದಾರೆ. ಬದಲಾದ ಜೀವನಶೈಲಿ, ಒತ್ತಡದ ಬದುಕಿನಿಂದಾಗಿ ಮಾನಸಿಕ ಸಮಸ್ಯೆಗಳು ಹೆಚ್ಚುತ್ತಿವೆ. ಸಕಾಲದಲ್ಲಿ ಚಿಕಿತ್ಸೆ ಪಡೆದರೆ ಸಂಪೂರ್ಣ ಗುಣಮುಖರಾಗಬಹುದು ಎಂದು ವೈದ್ಯರು ತಿಳಿಸಿದ್ದಾರೆ. ಮೈಸೂರಿನ ನಿಮ್ಹಾನ್ಸ್ ಕೇಂದ್ರದಲ್ಲಿ ಉಚಿತ ಆಪ್ತ ಸಮಾಲೋಚನೆ ಸೌಲಭ್ಯ ಲಭ್ಯವಿದೆ. ಕುಟುಂಬದವರು ರೋಗಿಗಳ ಜತೆ ಸಹಾನುಭೂತಿಯಿಂದ ವರ್ತಿಸಬೇಕು ಎಂದು ಸಲಹೆ ನೀಡಿದರು. ಮಾಜಿ ಸಚಿವ ಎಸ್.ಎ. ರಾಮ್‌ದಾಸ್ ಮಾತನಾಡಿ, ಸರ್ಕಾರ ಈ ನಿಟ್ಟಿನಲ್ಲಿ ವಿಶೇಷ ಯೋಜನೆ ರೂಪಿಸಬೇಕು. ಪ್ರತಿ ಜಿಲ್ಲೆಯಲ್ಲೂ ಮಾನಸಿಕ ಆರೋಗ್ಯ ಕೇಂದ್ರ ಸ್ಥಾಪಿಸಬೇಕು ಎಂದು ಒತ್ತಾಯಿಸಿದರು. <box>1029 970 1329 1065</box>
masthead-date-block <box>10 12 220 60</box>
photo-farmers-protest <box>195 940 505 1135</box>
brief-item-2 <box>10 320 180 456</box>
article-body-2: ಏಳನೇ ವೇತನ ಆಯೋಗದ ಶಿಫಾರಸುಗಳನ್ನು ಸಂಪೂರ್ಣವಾಗಿ ಜಾರಿಗೊಳಿಸಬೇಕು, ಹಳೆಯ ಪಿಂಚಣಿ ಯೋಜನೆ ಮರು ಜಾರಿ ಮಾಡಬೇಕು ಎಂಬ ಬೇಡಿಕೆಗಳನ್ನು ಸರ್ಕಾರದ ಮುಂದಿಡಲಾಗುವುದು ಎಂದು ಅವರು ಹೇಳಿದರು. ನೌಕರರ ಸಮಸ್ಯೆಗಳನ್ನು ಸರ್ಕಾರದ ಗಮನಕ್ಕೆ ತಂದು ಪರಿಹರಿಸಲು ಸತತ ಪ್ರಯತ್ನ ಮಾಡುವುದಾಗಿ ತಿಳಿಸಿದರು. <box>689 1316 839 1386</box>
photo-caption: ಎಸ್.ಡಿ.ಕೆರೆಯ ಅಧ್ಯಕ್ಷ ಯೋಗಾನಂದ ಪಂಚಾಯಿತಿ ಅಧ್ಯಕ್ಷ ಜ್ಯೋತಿ ರಮೇಶ್, ಕಾರ್ಯದರ್ಶಿ ಪ್ರಕಾಶ್, ಸದಸ್ಯ ಲೋಕೇಶ್, ಶಿವಮಾಲಪ್ಪ, ಶಿವಣ್ಣ, ಚೆನ್ನಪ್ಪ, ಚಿತ್ರಾ, ಜಯಲಕ್ಷ್ಮೀ ಮತ್ತಿತರರು ಹಾಜರಿದ್ದರು. <box>182 1437 452 1458</box>
union-article <box>679 1174 1329 1460</box>
top-photo-left-block <box>195 97 465 328</box>
photo-caption: ಮದ್ದೂರು ತಾಲ್ಲೂಕಿನ ಶಿವಪುರದಲ್ಲಿ ನಡೆದ ಎರಡು ದಿನಗಳ ರಾಜ್ಯ ಮಟ್ಟದ ವಿಚಾರ ಸಂಕಿರಣದ ಮಾಹಿತಿಯಲ್ಲಿ ಹಿಂಗಾರಿ ದತ್ತಿ ಉಪನ್ಯಾಸ ಮಾಲಿಕೆ ಉದ್ಘಾಟನೆ ಮಾಡಿದರು. ವೇದಿಕೆಯಲ್ಲಿ ಎಂ.ಸಿ.ಸುಬ್ರಹ್ಮಣ್ಯಸ್ವಾಮಿ, ರವೀಂದ್ರ ಭಟ್, ಬಿ.ರಾಮಕೃಷ್ಣ ಇದ್ದರು. <box>769 293 1329 314</box>
page-number: ೧೧ <box>1252 45 1276 67</box>
weather-item-2: 29 ° 16 ° <box>835 74 907 88</box>
kirusuddi-banner <box>10 97 180 123</box>
brand-name: ಹೊಸ ದಿಗಂತ <box>1198 4 1329 37</box>
sidebox-title: ಆಹಾರ ಪದಾರ್ಥಗಳ ವಿವರ <box>1203 372 1305 387</box>
lead-body-1: ಮಾಡಲು ಸಿದ್ಧತೆಗಳು ಮುಕ್ತಾಯ ಆಗಿರುವುದು ಶ್ರೀ ಶಿವರಾತ್ರಿ ಶಿವಯೋಗಿಗಳವರ 1066ನೇ ಜಯಂತಿ ಮಹೋತ್ಸವ ಡಿ.15 ರಿಂದ ಆರಂಭವಾಗಿದ್ದು, ಡಿ.16 ರಂದು ರಾಷ್ಟ್ರಪತಿ ದ್ರೌಪದಿ ಮುರ್ಮು ಅವರು ಕಾರ್ಯಕ್ರಮಕ್ಕೆ ಆಗಮಿಸುವ ಹಿನ್ನೆಲೆಯಲ್ಲಿ ಜಿಲ್ಲಾಡಳಿತ ಭದ್ರತಾ ಹಾಗೂ ಸಿದ್ಧತಾ ಕಾರ್ಯಗಳನ್ನು ಪೂರ್ಣಗೊಳಿಸಿದೆ. <box>195 410 371 468</box>
